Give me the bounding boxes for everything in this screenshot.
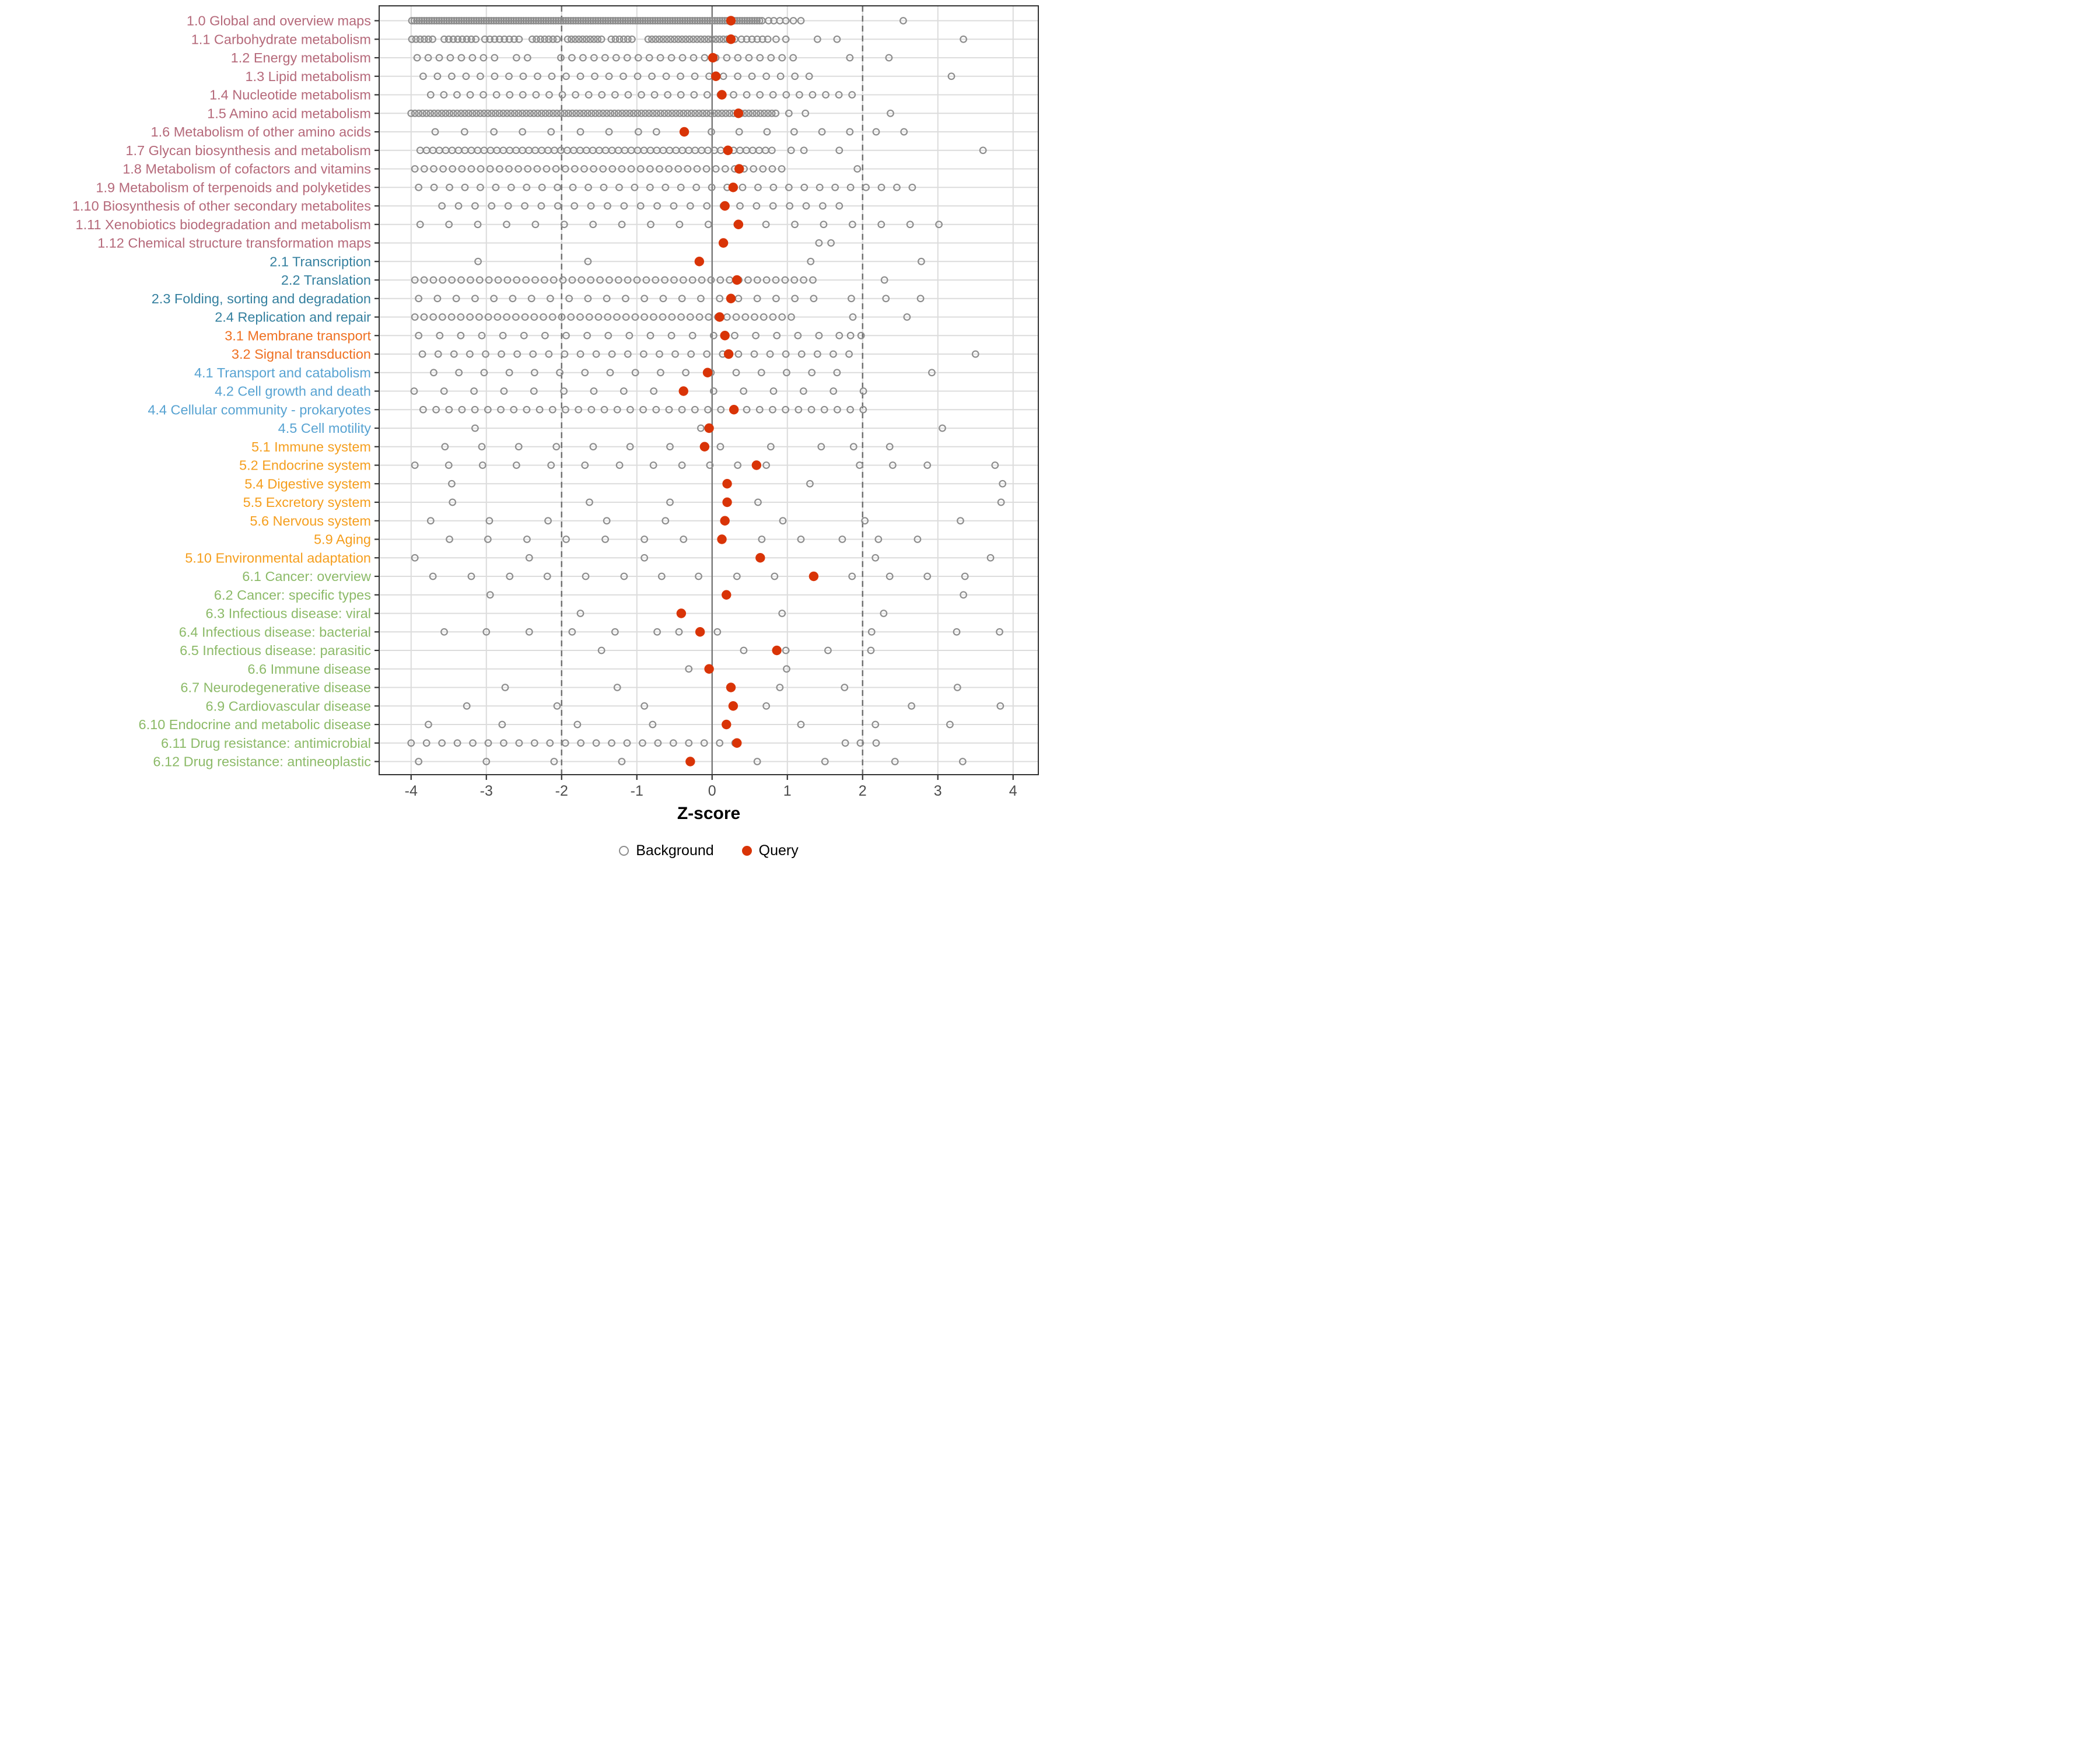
query-point [722,590,731,600]
y-axis-label: 1.2 Energy metabolism [230,50,371,65]
legend-label-background: Background [636,842,714,859]
y-axis-label: 1.5 Amino acid metabolism [207,106,371,121]
query-point [711,72,720,81]
background-marker-icon [619,846,629,856]
y-axis-label: 1.12 Chemical structure transformation maps [97,235,371,251]
zscore-dotplot-figure [0,0,1050,875]
y-axis-label: 6.11 Drug resistance: antimicrobial [160,735,371,751]
y-axis-label: 2.4 Replication and repair [215,309,371,325]
query-point [722,479,732,488]
y-axis-label: 1.10 Biosynthesis of other secondary metabolites [72,198,371,214]
plot-canvas [0,0,1050,875]
y-axis-label: 3.2 Signal transduction [231,346,371,362]
query-point [715,312,724,321]
y-axis-label: 1.6 Metabolism of other amino acids [150,124,371,139]
query-point [695,257,704,266]
query-point [700,442,709,452]
query-point [726,34,736,44]
y-axis-label: 1.11 Xenobiotics biodegradation and metabolism [75,216,371,232]
y-axis-label: 5.6 Nervous system [250,513,371,528]
query-point [726,294,736,303]
query-point [717,534,726,544]
query-point [679,386,688,396]
query-point [772,646,781,655]
legend-item-query [742,842,799,859]
y-axis-label: 5.4 Digestive system [244,476,371,492]
query-point [703,368,712,377]
query-point [724,349,733,359]
query-point [720,331,729,340]
y-axis-label: 6.12 Drug resistance: antineoplastic [153,754,371,769]
query-point [755,553,765,562]
y-axis-label: 6.2 Cancer: specific types [214,587,371,603]
y-axis-label: 2.2 Translation [281,272,371,288]
y-axis-label: 5.5 Excretory system [243,495,371,510]
query-point [732,275,741,285]
y-axis-label: 1.4 Nucleotide metabolism [209,87,371,103]
query-point [729,183,738,192]
legend-label-query: Query [758,842,799,859]
x-tick-label: -1 [630,783,643,799]
y-axis-label: 1.1 Carbohydrate metabolism [191,32,371,47]
query-point [722,720,731,729]
query-point [809,572,818,581]
y-axis-label: 6.5 Infectious disease: parasitic [180,643,371,658]
legend [379,842,1038,859]
query-point [704,424,713,433]
x-axis-title: Z-score [677,804,741,823]
panel-border [379,6,1038,775]
x-tick-label: -2 [555,783,568,799]
y-axis-label: 4.4 Cellular community - prokaryotes [148,402,371,418]
y-axis-label: 5.10 Environmental adaptation [185,550,371,566]
query-point [685,757,695,766]
query-point [729,405,738,414]
query-point [729,701,738,710]
y-axis-label: 4.5 Cell motility [278,421,371,436]
y-axis-label: 1.0 Global and overview maps [186,13,371,29]
query-point [752,460,761,470]
y-axis-label: 1.7 Glycan biosynthesis and metabolism [125,142,371,158]
query-point [726,682,736,692]
x-tick-label: 3 [933,783,942,799]
y-axis-label: 2.3 Folding, sorting and degradation [151,290,371,306]
y-axis-label: 4.1 Transport and catabolism [194,365,371,380]
query-point [719,238,728,247]
y-axis-label: 3.1 Membrane transport [225,328,371,344]
query-point [734,108,743,118]
y-axis-label: 4.2 Cell growth and death [215,383,371,399]
y-axis-label: 6.6 Immune disease [247,661,371,677]
y-axis-label: 6.4 Infectious disease: bacterial [178,624,371,640]
query-marker-icon [742,846,752,856]
query-point [734,164,744,173]
x-tick-label: 4 [1009,783,1017,799]
query-point [695,627,705,636]
x-tick-label: -3 [480,783,493,799]
query-point [680,127,689,136]
y-axis-label: 1.8 Metabolism of cofactors and vitamins [123,161,371,177]
y-axis-label: 6.3 Infectious disease: viral [205,606,371,621]
y-axis-label: 6.7 Neurodegenerative disease [180,680,371,695]
x-tick-label: 2 [858,783,867,799]
query-point [722,498,732,507]
query-point [734,220,743,229]
y-axis-label: 5.9 Aging [313,531,371,547]
query-point [720,201,729,211]
query-point [708,53,718,62]
query-point [726,16,736,25]
query-point [732,738,741,748]
query-point [720,516,729,526]
y-axis-label: 6.10 Endocrine and metabolic disease [138,717,371,732]
y-axis-label: 2.1 Transcription [270,254,371,270]
x-tick-label: -4 [404,783,418,799]
y-axis-label: 5.2 Endocrine system [239,457,371,473]
query-point [677,608,686,618]
legend-item-background [619,842,713,859]
x-tick-label: 0 [708,783,716,799]
query-point [723,146,733,155]
y-axis-label: 6.1 Cancer: overview [242,569,371,584]
x-tick-label: 1 [783,783,792,799]
y-axis-label: 6.9 Cardiovascular disease [205,698,371,714]
y-axis-label: 1.3 Lipid metabolism [245,68,371,84]
y-axis-label: 5.1 Immune system [251,439,371,454]
y-axis-label: 1.9 Metabolism of terpenoids and polyketides [96,180,371,195]
query-point [704,664,713,674]
query-point [717,90,726,99]
